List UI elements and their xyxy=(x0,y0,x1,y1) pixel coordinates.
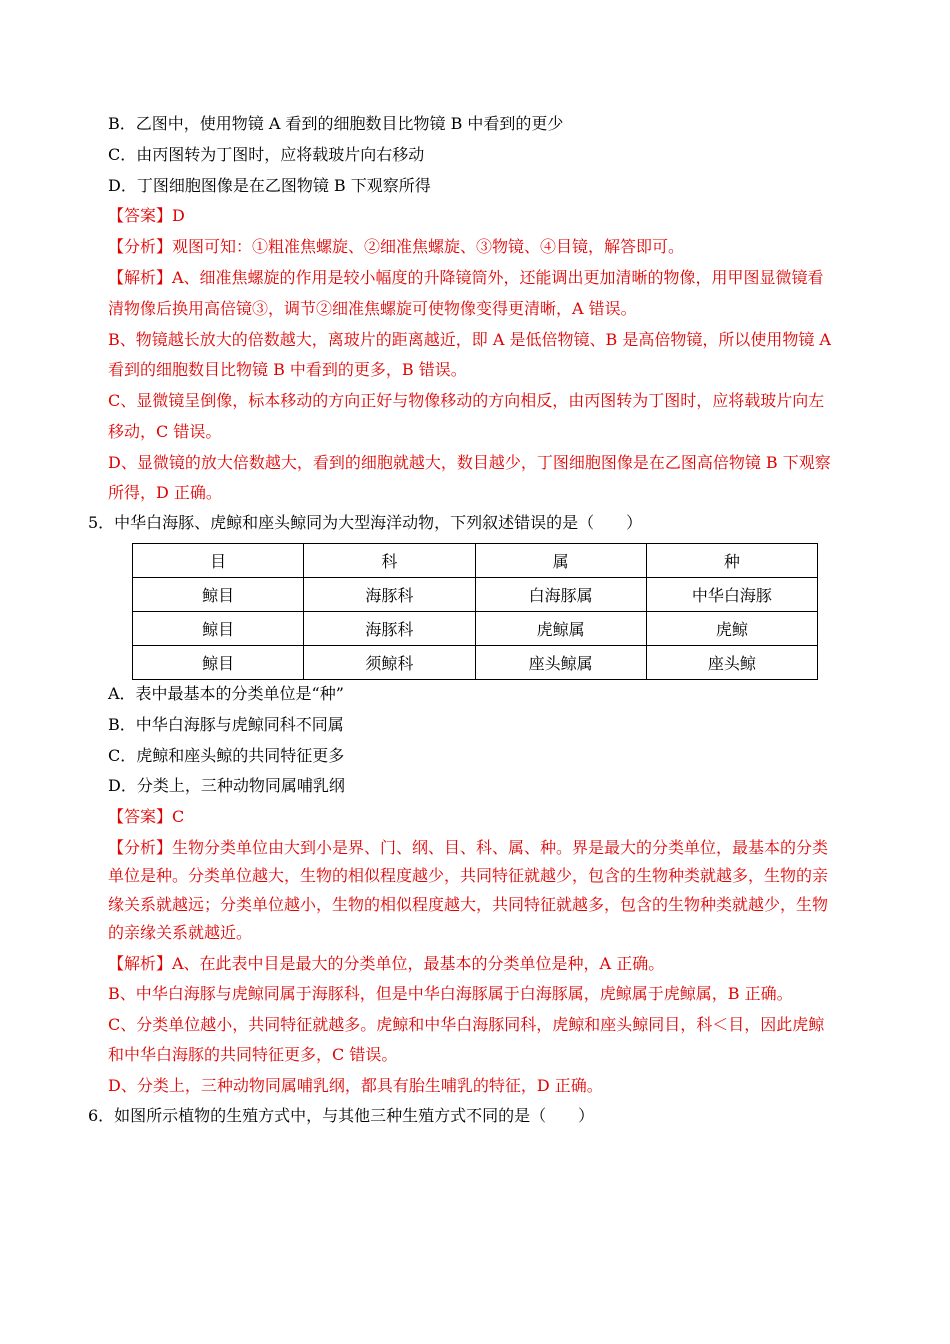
q6-stem: 6．如图所示植物的生殖方式中，与其他三种生殖方式不同的是（ ） xyxy=(88,1106,595,1125)
table-header-row xyxy=(133,544,818,578)
q5-option-a: A．表中最基本的分类单位是“种” xyxy=(108,684,344,703)
table-cell: 中华白海豚 xyxy=(646,578,817,612)
q5-analysis-line: 单位是种。分类单位越大，生物的相似程度越少，共同特征就越少，包含的生物种类就越多，生物的亲 xyxy=(108,866,829,885)
q4-option-d: D．丁图细胞图像是在乙图物镜 B 下观察所得 xyxy=(108,176,431,195)
table-cell: 鲸目 xyxy=(133,612,304,646)
table-cell: 鲸目 xyxy=(133,646,304,680)
table-cell: 海豚科 xyxy=(304,612,475,646)
q4-explain-line: 所得，D 正确。 xyxy=(108,483,222,502)
q5-analysis-line: 的亲缘关系就越近。 xyxy=(108,923,253,942)
table-header-cell: 种 xyxy=(646,544,817,578)
table-cell: 虎鲸属 xyxy=(475,612,646,646)
q4-answer: 【答案】D xyxy=(108,206,185,225)
q4-explain-line: C、显微镜呈倒像，标本移动的方向正好与物像移动的方向相反，由丙图转为丁图时，应将载玻片向左 xyxy=(108,391,825,410)
q5-explain-line: D、分类上，三种动物同属哺乳纲，都具有胎生哺乳的特征，D 正确。 xyxy=(108,1076,603,1095)
q4-analysis: 【分析】观图可知：①粗准焦螺旋、②细准焦螺旋、③物镜、④目镜，解答即可。 xyxy=(108,237,685,256)
table-cell: 虎鲸 xyxy=(646,612,817,646)
q5-explain-line: B、中华白海豚与虎鲸同属于海豚科，但是中华白海豚属于白海豚属，虎鲸属于虎鲸属，B 正确。 xyxy=(108,984,793,1003)
q4-option-b: B．乙图中，使用物镜 A 看到的细胞数目比物镜 B 中看到的更少 xyxy=(108,114,564,133)
table-row xyxy=(133,612,818,646)
q5-answer: 【答案】C xyxy=(108,807,185,826)
table-row xyxy=(133,578,818,612)
table-header-cell: 目 xyxy=(133,544,304,578)
q5-explain-line: C、分类单位越小，共同特征就越多。虎鲸和中华白海豚同科，虎鲸和座头鲸同目，科＜目，因此虎鲸 xyxy=(108,1015,825,1034)
q4-explain-line: 【解析】A、细准焦螺旋的作用是较小幅度的升降镜筒外，还能调出更加清晰的物像，用甲图显微镜看 xyxy=(108,268,824,287)
q4-explain-line: B、物镜越长放大的倍数越大，离玻片的距离越近，即 A 是低倍物镜、B 是高倍物镜，所以使用物镜 A xyxy=(108,330,831,349)
table-header-cell: 科 xyxy=(304,544,475,578)
q4-explain-line: 清物像后换用高倍镜③，调节②细准焦螺旋可使物像变得更清晰，A 错误。 xyxy=(108,299,637,318)
q4-explain-line: 看到的细胞数目比物镜 B 中看到的更多，B 错误。 xyxy=(108,360,467,379)
table-cell: 鲸目 xyxy=(133,578,304,612)
q4-option-c: C．由丙图转为丁图时，应将载玻片向右移动 xyxy=(108,145,425,164)
table-cell: 座头鲸属 xyxy=(475,646,646,680)
q5-stem: 5．中华白海豚、虎鲸和座头鲸同为大型海洋动物，下列叙述错误的是（ ） xyxy=(88,513,643,532)
q5-option-d: D．分类上，三种动物同属哺乳纲 xyxy=(108,776,345,795)
q5-option-b: B．中华白海豚与虎鲸同科不同属 xyxy=(108,715,344,734)
table-row xyxy=(133,646,818,680)
q5-explain-line: 【解析】A、在此表中目是最大的分类单位，最基本的分类单位是种，A 正确。 xyxy=(108,954,665,973)
table-cell: 须鲸科 xyxy=(304,646,475,680)
table-cell: 海豚科 xyxy=(304,578,475,612)
table-cell: 白海豚属 xyxy=(475,578,646,612)
q5-option-c: C．虎鲸和座头鲸的共同特征更多 xyxy=(108,746,345,765)
q4-explain-line: D、显微镜的放大倍数越大，看到的细胞就越大，数目越少，丁图细胞图像是在乙图高倍物镜 B 下观察 xyxy=(108,453,831,472)
q5-analysis-line: 缘关系就越远；分类单位越小，生物的相似程度越大，共同特征就越多，包含的生物种类就越少，生物 xyxy=(108,895,829,914)
q5-analysis-line: 【分析】生物分类单位由大到小是界、门、纲、目、科、属、种。界是最大的分类单位，最基本的分类 xyxy=(108,838,829,857)
classification-table xyxy=(132,543,818,680)
table-header-cell: 属 xyxy=(475,544,646,578)
q5-explain-line: 和中华白海豚的共同特征更多，C 错误。 xyxy=(108,1045,398,1064)
table-cell: 座头鲸 xyxy=(646,646,817,680)
q4-explain-line: 移动，C 错误。 xyxy=(108,422,222,441)
